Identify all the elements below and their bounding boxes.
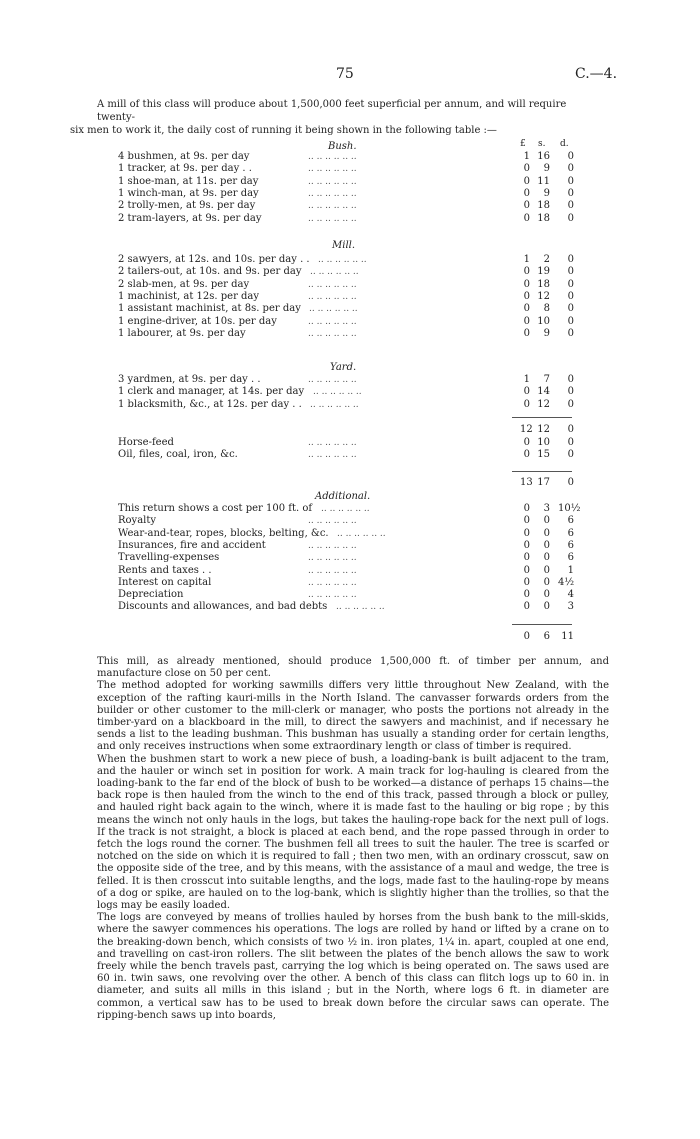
- table-row: [118, 589, 578, 601]
- row-pounds: 0: [523, 527, 530, 539]
- row-pounds: 1: [523, 151, 530, 162]
- row-label: Insurances, fire and accident: [118, 539, 266, 551]
- table-row: [118, 449, 578, 461]
- row-pence: 0: [567, 212, 574, 224]
- row-pence: 10½: [558, 503, 581, 514]
- paragraph-1: This mill, as already mentioned, should produce 1,500,000 ft. of timber per annum, and manufacture close on 50 per cent.: [97, 656, 609, 680]
- leader-dots: .. .. .. .. .. ..: [308, 590, 357, 601]
- additional-total-rule: [512, 624, 572, 625]
- row-pence: 0: [567, 254, 574, 265]
- row-shillings: 12: [537, 290, 550, 302]
- leader-dots: .. .. .. .. .. ..: [308, 438, 357, 448]
- leader-dots: .. .. .. .. .. ..: [310, 399, 359, 410]
- leader-dots: .. .. .. .. .. ..: [309, 304, 358, 315]
- row-shillings: 0: [543, 552, 550, 564]
- row-pounds: 0: [523, 539, 530, 551]
- additional-total-pence: 11: [561, 631, 574, 642]
- leader-dots: .. .. .. .. .. ..: [308, 279, 357, 290]
- row-label: Rents and taxes . .: [118, 564, 212, 576]
- intro-line-1: A mill of this class will produce about 1,500,000 feet superficial per annum, and will require twenty-: [97, 99, 567, 123]
- leader-dots: .. .. .. .. .. ..: [308, 328, 357, 339]
- section-yard: Yard.: [330, 362, 357, 373]
- row-shillings: 0: [543, 527, 550, 539]
- leader-dots: .. .. .. .. .. ..: [308, 450, 357, 461]
- row-label: Travelling-expenses: [118, 552, 220, 564]
- row-pence: 0: [567, 374, 574, 385]
- leader-dots: .. .. .. .. .. ..: [308, 213, 357, 224]
- row-pounds: 0: [523, 303, 530, 315]
- shillings-header: s.: [538, 139, 546, 149]
- subtotal-pounds: 12: [520, 424, 533, 435]
- row-shillings: 9: [543, 327, 550, 339]
- table-row: [118, 437, 578, 449]
- row-pence: 0: [567, 398, 574, 410]
- table-row: [118, 386, 578, 398]
- row-label: 2 sawyers, at 12s. and 10s. per day . .: [118, 254, 310, 265]
- row-pounds: 0: [523, 449, 530, 461]
- leader-dots: .. .. .. .. .. ..: [308, 577, 357, 588]
- table-row: [118, 163, 578, 175]
- row-pence: 0: [567, 315, 574, 327]
- leader-dots: .. .. .. .. .. ..: [313, 387, 362, 398]
- row-label: Horse-feed: [118, 437, 174, 448]
- leader-dots: .. .. .. .. .. ..: [308, 540, 357, 551]
- leader-dots: .. .. .. .. .. ..: [318, 255, 367, 265]
- leader-dots: .. .. .. .. .. ..: [308, 176, 357, 187]
- row-pounds: 1: [523, 254, 530, 265]
- total-shillings: 17: [537, 477, 550, 488]
- section-mill: Mill.: [332, 240, 356, 251]
- body-text: [97, 656, 609, 1022]
- row-shillings: 0: [543, 564, 550, 576]
- row-label: 1 winch-man, at 9s. per day: [118, 187, 259, 199]
- table-row: [118, 503, 581, 515]
- row-shillings: 0: [543, 576, 550, 588]
- table-row: [118, 399, 578, 411]
- row-label: 2 tailers-out, at 10s. and 9s. per day: [118, 266, 302, 278]
- row-label: This return shows a cost per 100 ft. of: [118, 503, 313, 514]
- row-shillings: 0: [543, 539, 550, 551]
- pounds-header: £: [520, 139, 526, 149]
- row-shillings: 11: [537, 175, 550, 187]
- row-pence: 0: [567, 303, 574, 315]
- row-pounds: 0: [523, 212, 530, 224]
- leader-dots: .. .. .. .. .. ..: [336, 602, 385, 613]
- row-pence: 0: [567, 200, 574, 212]
- row-shillings: 0: [543, 601, 550, 613]
- row-pence: 0: [567, 437, 574, 448]
- leader-dots: .. .. .. .. .. ..: [308, 565, 357, 576]
- total-pence: 0: [567, 477, 574, 488]
- table-row: [118, 601, 578, 613]
- row-pounds: 0: [523, 503, 530, 514]
- row-label: 1 engine-driver, at 10s. per day: [118, 315, 277, 327]
- row-shillings: 9: [543, 163, 550, 175]
- row-pounds: 0: [523, 515, 530, 527]
- row-pence: 1: [567, 564, 574, 576]
- row-label: 1 blacksmith, &c., at 12s. per day . .: [118, 398, 302, 410]
- leader-dots: .. .. .. .. .. ..: [308, 316, 357, 327]
- row-pounds: 0: [523, 266, 530, 278]
- row-label: 1 clerk and manager, at 14s. per day: [118, 386, 305, 398]
- row-pence: 0: [567, 449, 574, 461]
- row-shillings: 3: [543, 503, 550, 514]
- row-label: Wear-and-tear, ropes, blocks, belting, &c.: [118, 527, 329, 539]
- table-row: [118, 188, 578, 200]
- row-pence: 0: [567, 290, 574, 302]
- row-shillings: 10: [537, 315, 550, 327]
- subtotal-shillings: 12: [537, 424, 550, 435]
- row-label: 2 trolly-men, at 9s. per day: [118, 200, 256, 212]
- row-pounds: 1: [523, 374, 530, 385]
- row-shillings: 18: [537, 200, 550, 212]
- row-label: Royalty: [118, 515, 157, 527]
- leader-dots: .. .. .. .. .. ..: [310, 267, 359, 278]
- row-shillings: 18: [537, 278, 550, 290]
- leader-dots: .. .. .. .. .. ..: [308, 201, 357, 212]
- row-pence: 0: [567, 386, 574, 398]
- table-row: [118, 291, 578, 303]
- table-row: [118, 151, 578, 163]
- row-pounds: 0: [523, 601, 530, 613]
- row-pounds: 0: [523, 290, 530, 302]
- row-shillings: 19: [537, 266, 550, 278]
- row-pounds: 0: [523, 552, 530, 564]
- table-row: [118, 213, 578, 225]
- leader-dots: .. .. .. .. .. ..: [308, 164, 357, 175]
- row-pounds: 0: [523, 437, 530, 448]
- intro-paragraph: [70, 98, 607, 137]
- additional-total-row: [118, 631, 578, 643]
- row-shillings: 8: [543, 303, 550, 315]
- row-pence: 0: [567, 151, 574, 162]
- row-shillings: 14: [537, 386, 550, 398]
- table-row: [118, 200, 578, 212]
- row-label: 3 yardmen, at 9s. per day . .: [118, 374, 261, 385]
- row-label: 4 bushmen, at 9s. per day: [118, 151, 250, 162]
- table-row: [118, 316, 578, 328]
- row-label: 2 slab-men, at 9s. per day: [118, 278, 250, 290]
- table-row: [118, 254, 578, 266]
- row-shillings: 9: [543, 187, 550, 199]
- row-pence: 0: [567, 163, 574, 175]
- row-shillings: 10: [537, 437, 550, 448]
- row-label: Discounts and allowances, and bad debts: [118, 601, 328, 613]
- leader-dots: .. .. .. .. .. ..: [321, 504, 370, 514]
- page-number: 75: [336, 66, 354, 82]
- row-pounds: 0: [523, 564, 530, 576]
- row-pence: 0: [567, 278, 574, 290]
- row-pounds: 0: [523, 200, 530, 212]
- row-pence: 4: [567, 589, 574, 601]
- row-pounds: 0: [523, 187, 530, 199]
- row-shillings: 12: [537, 398, 550, 410]
- row-pounds: 0: [523, 576, 530, 588]
- row-pounds: 0: [523, 327, 530, 339]
- table-row: [118, 577, 578, 589]
- total-rule: [512, 471, 572, 472]
- row-pence: 3: [567, 601, 574, 613]
- row-pounds: 0: [523, 386, 530, 398]
- paragraph-3: When the bushmen start to work a new piece of bush, a loading-bank is built adjacent to the tram, and the hauler or winch set in position for work. A main track for log-hauling is cleared from the loading-bank to the far end of the block of bush to be worked—a distance of perhaps 15 chains—the back rope is then hauled from the winch to the end of this track, passed through a block or pulley, and hauled right back again to the winch, where it is made fast to the hauling or big rope ; by this means the winch not only hauls in the logs, but takes the hauling-rope back for the next pull of logs. If the track is not straight, a block is placed at each bend, and the rope passed through in order to fetch the logs round the corner. The bushmen fell all trees to suit the hauler. The tree is scarfed or notched on the side on which it is required to fall ; then two men, with an ordinary crosscut, saw on the opposite side of the tree, and by this means, with the assistance of a maul and wedge, the tree is felled. It is then crosscut into suitable lengths, and the logs, made fast to the hauling-rope by means of a dog or spike, are hauled on to the log-bank, which is slightly higher than the trollies, so that the logs may be easily loaded.: [97, 753, 609, 912]
- table-row: [118, 515, 578, 527]
- row-shillings: 15: [537, 449, 550, 461]
- table-row: [118, 176, 578, 188]
- total-row: [118, 477, 578, 489]
- leader-dots: .. .. .. .. .. ..: [308, 291, 357, 302]
- table-row: [118, 266, 578, 278]
- row-pounds: 0: [523, 278, 530, 290]
- row-label: 1 labourer, at 9s. per day: [118, 327, 246, 339]
- row-pence: 6: [567, 552, 574, 564]
- row-label: 1 tracker, at 9s. per day . .: [118, 163, 252, 175]
- row-label: Interest on capital: [118, 576, 212, 588]
- row-pence: 6: [567, 515, 574, 527]
- row-pence: 0: [567, 327, 574, 339]
- leader-dots: .. .. .. .. .. ..: [308, 375, 357, 385]
- row-label: 1 machinist, at 12s. per day: [118, 290, 260, 302]
- paragraph-2: The method adopted for working sawmills differs very little throughout New Zealand, with the exception of the rafting kauri-mills in the North Island. The canvasser forwards orders from the builder or other customer to the mill-clerk or manager, who posts the portions not already in the timber-yard on a blackboard in the mill, to direct the sawyers and machinist, and if necessary he sends a list to the leading bushman. This bushman has usually a standing order for certain lengths, and only receives instructions when some extraordinary length or class of timber is required.: [97, 680, 609, 753]
- table-row: [118, 374, 578, 386]
- leader-dots: .. .. .. .. .. ..: [308, 553, 357, 564]
- row-pounds: 0: [523, 398, 530, 410]
- subtotal-pence: 0: [567, 424, 574, 435]
- table-row: [118, 528, 578, 540]
- row-pence: 0: [567, 175, 574, 187]
- additional-total-shillings: 6: [543, 631, 550, 642]
- subtotal-row: [118, 424, 578, 436]
- row-label: Depreciation: [118, 589, 184, 601]
- paragraph-4: The logs are conveyed by means of trollies hauled by horses from the bush bank to the mill-skids, where the sawyer commences his operations. The logs are rolled by hand or lifted by a crane on to the breaking-down bench, which consists of two ½ in. iron plates, 1¼ in. apart, coupled at one end, and travelling on cast-iron rollers. The slit between the plates of the bench allows the saw to work freely while the bench travels past, carrying the log which is being operated on. The saws used are 60 in. twin saws, one revolving over the other. A bench of this class can flitch logs up to 60 in. in diameter, and suits all mills in this island ; but in the North, where logs 6 ft. in diameter are common, a vertical saw has to be used to break down before the circular saws can operate. The ripping-bench saws up into boards,: [97, 912, 609, 1021]
- leader-dots: .. .. .. .. .. ..: [308, 516, 357, 527]
- leader-dots: .. .. .. .. .. ..: [337, 528, 386, 539]
- row-shillings: 16: [537, 151, 550, 162]
- total-pounds: 13: [520, 477, 533, 488]
- table-row: [118, 279, 578, 291]
- leader-dots: .. .. .. .. .. ..: [308, 188, 357, 199]
- table-row: [118, 565, 578, 577]
- row-label: 2 tram-layers, at 9s. per day: [118, 212, 262, 224]
- row-label: 1 assistant machinist, at 8s. per day: [118, 303, 301, 315]
- row-shillings: 7: [543, 374, 550, 385]
- subtotal-rule: [512, 417, 572, 418]
- row-pence: 6: [567, 527, 574, 539]
- row-label: 1 shoe-man, at 11s. per day: [118, 175, 259, 187]
- row-pence: 6: [567, 539, 574, 551]
- table-row: [118, 552, 578, 564]
- section-additional: Additional.: [315, 491, 371, 502]
- row-shillings: 0: [543, 515, 550, 527]
- row-label: Oil, files, coal, iron, &c.: [118, 449, 238, 461]
- row-pounds: 0: [523, 589, 530, 601]
- row-pence: 0: [567, 187, 574, 199]
- row-shillings: 18: [537, 212, 550, 224]
- table-row: [118, 303, 578, 315]
- table-row: [118, 328, 578, 340]
- row-shillings: 0: [543, 589, 550, 601]
- section-bush: Bush.: [328, 141, 357, 152]
- row-shillings: 2: [543, 254, 550, 265]
- row-pounds: 0: [523, 175, 530, 187]
- row-pounds: 0: [523, 163, 530, 175]
- intro-line-2: six men to work it, the daily cost of running it being shown in the following table :—: [70, 125, 497, 136]
- row-pounds: 0: [523, 315, 530, 327]
- leader-dots: .. .. .. .. .. ..: [308, 152, 357, 162]
- row-pence: 0: [567, 266, 574, 278]
- table-row: [118, 540, 578, 552]
- pence-header: d.: [560, 139, 569, 149]
- document-code: C.—4.: [575, 66, 618, 82]
- additional-total-pounds: 0: [523, 631, 530, 642]
- row-pence: 4½: [558, 576, 575, 588]
